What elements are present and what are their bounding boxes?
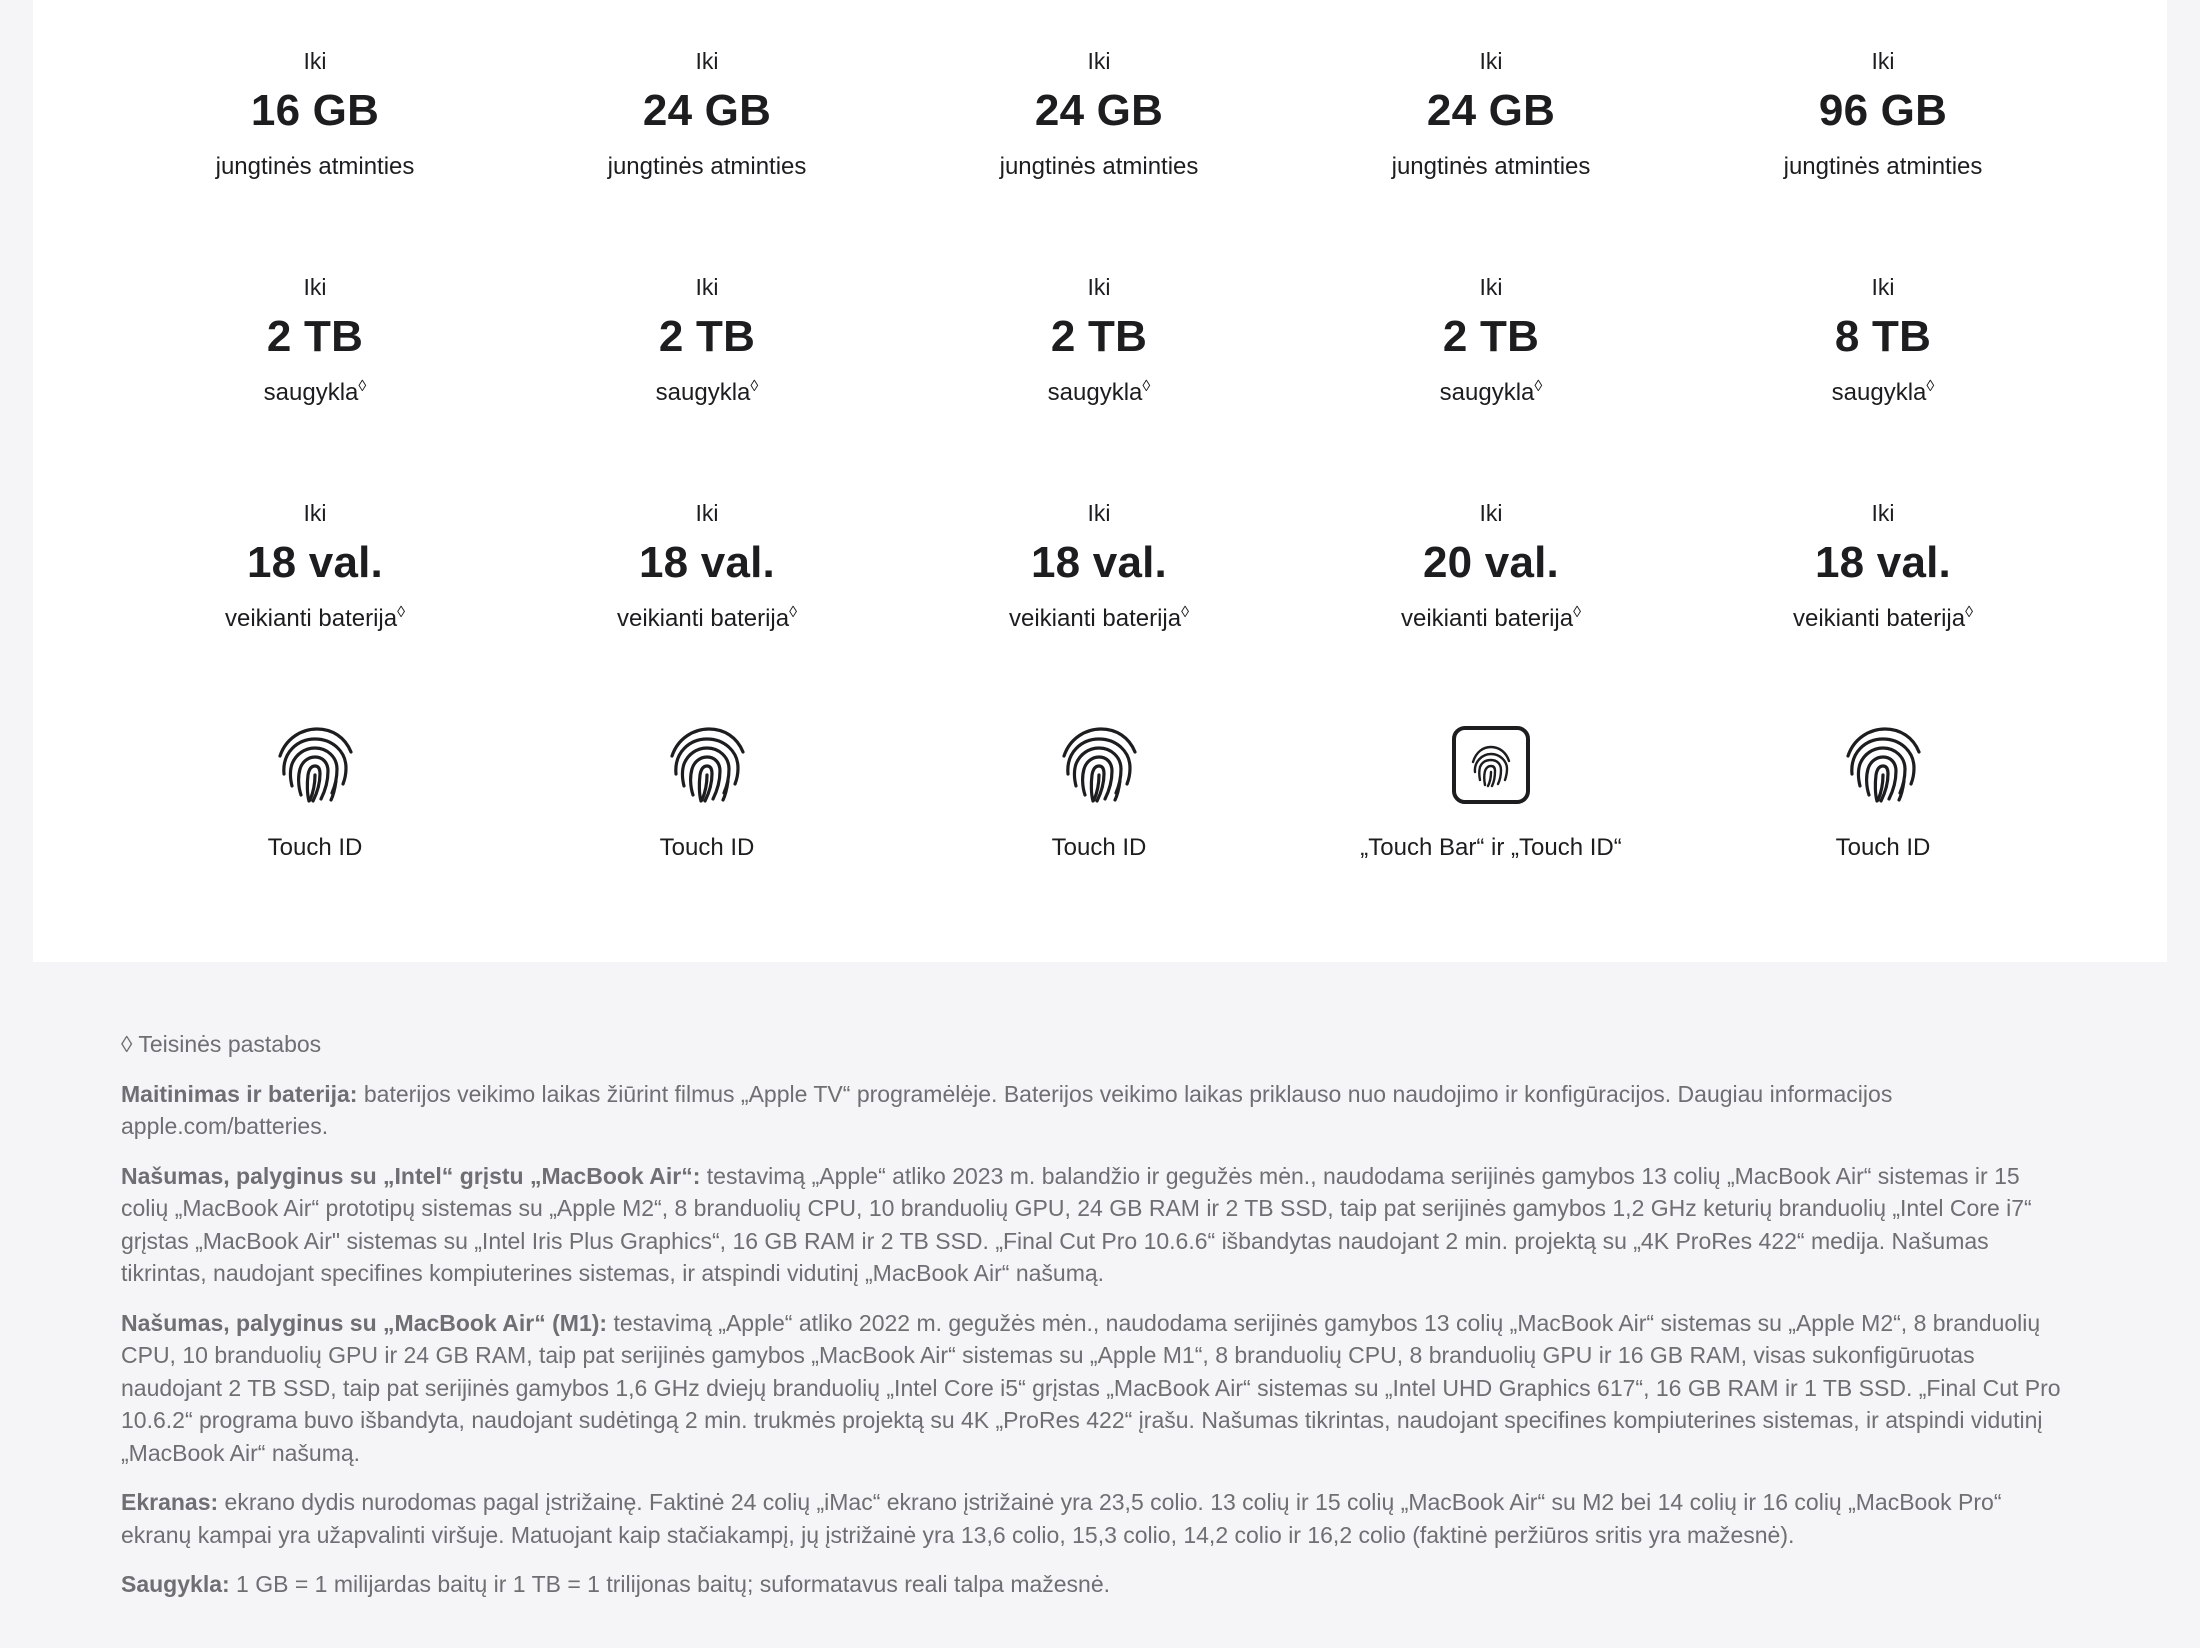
spec-value: 2 TB	[1442, 312, 1540, 361]
spec-prefix: Iki	[695, 274, 719, 300]
spec-label-text: saugykla	[1831, 379, 1927, 406]
spec-label: jungtinės atminties	[1783, 153, 1983, 180]
memory-spec	[527, 45, 887, 183]
footnote-text: testavimą „Apple“ atliko 2023 m. balandžio ir gegužės mėn., naudodama serijinės gamybos 13 colių „MacBook Air“ sistemas ir 15 colių „MacBook Air“ prototipų sistemas su „Apple M2“, 8 branduolių CPU, 10 branduolių GPU, 24 GB RAM ir 2 TB SSD, taip pat serijinės gamybos 1,2 GHz keturių branduolių „Intel Core i7“ grįstas „MacBook Air" sistemas su „Intel Iris Plus Graphics“, 16 GB RAM ir 2 TB SSD. „Final Cut Pro 10.6.6“ išbandytas naudojant 2 min. projektą su „4K ProRes 422“ medija. Našumas tikrintas, naudojant specifines kompiuterines sistemas, ir atspindi vidutinį „MacBook Air“ našumą.	[121, 1162, 2032, 1286]
spec-label-text: saugykla	[655, 379, 751, 406]
spec-prefix: Iki	[303, 274, 327, 300]
battery-spec	[919, 497, 1279, 635]
footnotes-heading: ◊ Teisinės pastabos	[121, 1031, 322, 1057]
footnote-battery	[121, 1078, 2071, 1143]
auth-label: Touch ID	[1051, 834, 1147, 861]
auth-spec	[527, 722, 887, 864]
legal-footnote-mark[interactable]: ◊	[1534, 378, 1543, 395]
footnote-punct: .	[321, 1113, 329, 1139]
authentication-row	[33, 722, 2167, 872]
footnote-performance-intel	[121, 1160, 2071, 1290]
memory-spec	[1311, 45, 1671, 183]
footnote-display	[121, 1486, 2071, 1551]
auth-spec	[1703, 722, 2063, 864]
spec-label	[135, 377, 495, 409]
spec-value: 20 val.	[1423, 538, 1559, 587]
spec-value: 18 val.	[247, 538, 383, 587]
auth-spec	[919, 722, 1279, 864]
footnote-title: Našumas, palyginus su „Intel“ grįstu „MacBook Air“:	[121, 1162, 701, 1189]
battery-row	[33, 497, 2167, 697]
spec-prefix: Iki	[1087, 48, 1111, 74]
fingerprint-icon	[272, 722, 358, 808]
memory-row	[33, 45, 2167, 245]
battery-spec	[1311, 497, 1671, 635]
spec-value: 24 GB	[1034, 86, 1164, 135]
footnote-text: testavimą „Apple“ atliko 2022 m. gegužės mėn., naudodama serijinės gamybos 13 colių „MacBook Air“ sistemas su „Apple M2“, 8 branduolių CPU, 10 branduolių GPU ir 24 GB RAM, taip pat serijinės gamybos „MacBook Air“ sistemas su „Apple M1“, 8 branduolių CPU, 8 branduolių GPU ir 16 GB RAM, visas sukonfigūruotas naudojant 2 TB SSD, taip pat serijinės gamybos 1,6 GHz dviejų branduolių „Intel Core i5“ grįstas „MacBook Air“ sistemas su „Intel UHD Graphics 617“, 16 GB RAM ir 1 TB SSD. „Final Cut Pro 10.6.2“ programa buvo išbandyta, naudojant sudėtingą 2 min. trukmės projektą su 4K „ProRes 422“ įrašu. Našumas tikrintas, naudojant specifines kompiuterines sistemas, ir atspindi vidutinį „MacBook Air“ našumą.	[121, 1309, 2061, 1466]
auth-label: „Touch Bar“ ir „Touch ID“	[1360, 834, 1622, 861]
footnote-title: Našumas, palyginus su „MacBook Air“ (M1):	[121, 1309, 608, 1336]
spec-prefix: Iki	[1087, 500, 1111, 526]
spec-value: 96 GB	[1818, 86, 1948, 135]
footnote-performance-m1	[121, 1307, 2071, 1470]
spec-value: 2 TB	[658, 312, 756, 361]
spec-label-text: veikianti baterija	[225, 605, 398, 632]
spec-value: 18 val.	[1815, 538, 1951, 587]
spec-label-text: veikianti baterija	[1401, 605, 1574, 632]
footnote-title: Saugykla:	[121, 1571, 230, 1597]
spec-label	[1311, 377, 1671, 409]
spec-prefix: Iki	[1479, 48, 1503, 74]
spec-label	[135, 603, 495, 635]
legal-footnote-mark[interactable]: ◊	[1142, 378, 1151, 395]
legal-footnote-mark[interactable]: ◊	[1573, 604, 1581, 621]
spec-prefix: Iki	[303, 500, 327, 526]
auth-label: Touch ID	[267, 834, 363, 861]
spec-label-text: saugykla	[1439, 379, 1535, 406]
spec-label: jungtinės atminties	[1391, 153, 1591, 180]
spec-value: 24 GB	[642, 86, 772, 135]
spec-value: 24 GB	[1426, 86, 1556, 135]
battery-spec	[527, 497, 887, 635]
spec-prefix: Iki	[303, 48, 327, 74]
spec-label-text: veikianti baterija	[617, 605, 790, 632]
legal-footnote-mark[interactable]: ◊	[789, 604, 797, 621]
storage-spec	[1703, 271, 2063, 409]
spec-value: 2 TB	[1050, 312, 1148, 361]
storage-spec	[919, 271, 1279, 409]
fingerprint-icon	[1056, 722, 1142, 808]
spec-prefix: Iki	[1871, 48, 1895, 74]
battery-spec	[135, 497, 495, 635]
spec-prefix: Iki	[1087, 274, 1111, 300]
legal-footnote-mark[interactable]: ◊	[1926, 378, 1935, 395]
spec-label-text: veikianti baterija	[1009, 605, 1182, 632]
spec-prefix: Iki	[695, 48, 719, 74]
spec-prefix: Iki	[1871, 500, 1895, 526]
spec-label-text: saugykla	[1047, 379, 1143, 406]
fingerprint-icon	[664, 722, 750, 808]
storage-row	[33, 271, 2167, 471]
footnote-title: Ekranas:	[121, 1489, 219, 1515]
spec-prefix: Iki	[1871, 274, 1895, 300]
legal-footnote-mark[interactable]: ◊	[1965, 604, 1973, 621]
footnote-text: baterijos veikimo laikas žiūrint filmus „Apple TV“ programėlėje. Baterijos veikimo laikas priklauso nuo naudojimo ir konfigūracijos. Daugiau informacijos	[357, 1080, 1893, 1107]
spec-prefix: Iki	[1479, 500, 1503, 526]
auth-spec	[1311, 722, 1671, 864]
legal-footnotes	[121, 1028, 2071, 1618]
footnote-text: 1 GB = 1 milijardas baitų ir 1 TB = 1 trilijonas baitų; suformatavus reali talpa mažesnė.	[229, 1571, 1111, 1597]
footnote-title: Maitinimas ir baterija:	[121, 1080, 358, 1107]
footnote-storage	[121, 1568, 2071, 1601]
memory-spec	[135, 45, 495, 183]
batteries-link[interactable]: apple.com/batteries	[121, 1113, 322, 1139]
storage-spec	[527, 271, 887, 409]
fingerprint-icon	[1840, 722, 1926, 808]
spec-value: 8 TB	[1834, 312, 1932, 361]
spec-label	[919, 603, 1279, 635]
touchbar-fingerprint-icon	[1448, 722, 1534, 808]
storage-spec	[135, 271, 495, 409]
spec-label	[1703, 603, 2063, 635]
spec-prefix: Iki	[695, 500, 719, 526]
auth-label: Touch ID	[1835, 834, 1931, 861]
memory-spec	[1703, 45, 2063, 183]
battery-spec	[1703, 497, 2063, 635]
memory-spec	[919, 45, 1279, 183]
spec-value: 18 val.	[639, 538, 775, 587]
legal-footnote-mark[interactable]: ◊	[358, 378, 367, 395]
auth-label: Touch ID	[659, 834, 755, 861]
spec-value: 2 TB	[266, 312, 364, 361]
spec-label: jungtinės atminties	[607, 153, 807, 180]
legal-footnote-mark[interactable]: ◊	[1181, 604, 1189, 621]
spec-label-text: veikianti baterija	[1793, 605, 1966, 632]
spec-label	[1703, 377, 2063, 409]
spec-value: 16 GB	[250, 86, 380, 135]
comparison-panel	[33, 0, 2167, 962]
spec-label	[1311, 603, 1671, 635]
legal-footnote-mark[interactable]: ◊	[397, 604, 405, 621]
spec-label	[527, 603, 887, 635]
spec-label: jungtinės atminties	[999, 153, 1199, 180]
spec-label	[919, 377, 1279, 409]
storage-spec	[1311, 271, 1671, 409]
spec-label	[527, 377, 887, 409]
auth-spec	[135, 722, 495, 864]
legal-footnote-mark[interactable]: ◊	[750, 378, 759, 395]
spec-label: jungtinės atminties	[215, 153, 415, 180]
spec-label-text: saugykla	[263, 379, 359, 406]
footnote-text: ekrano dydis nurodomas pagal įstrižainę. Faktinė 24 colių „iMac“ ekrano įstrižainė yra 23,5 colio. 13 colių ir 15 colių „MacBook Air“ su M2 bei 14 colių ir 16 colių „MacBook Pro“ ekranų kampai yra užapvalinti viršuje. Matuojant kaip stačiakampį, jų įstrižainė yra 13,6 colio, 15,3 colio, 14,2 colio ir 16,2 colio (faktinė peržiūros sritis yra mažesnė).	[121, 1489, 2002, 1548]
spec-prefix: Iki	[1479, 274, 1503, 300]
spec-value: 18 val.	[1031, 538, 1167, 587]
